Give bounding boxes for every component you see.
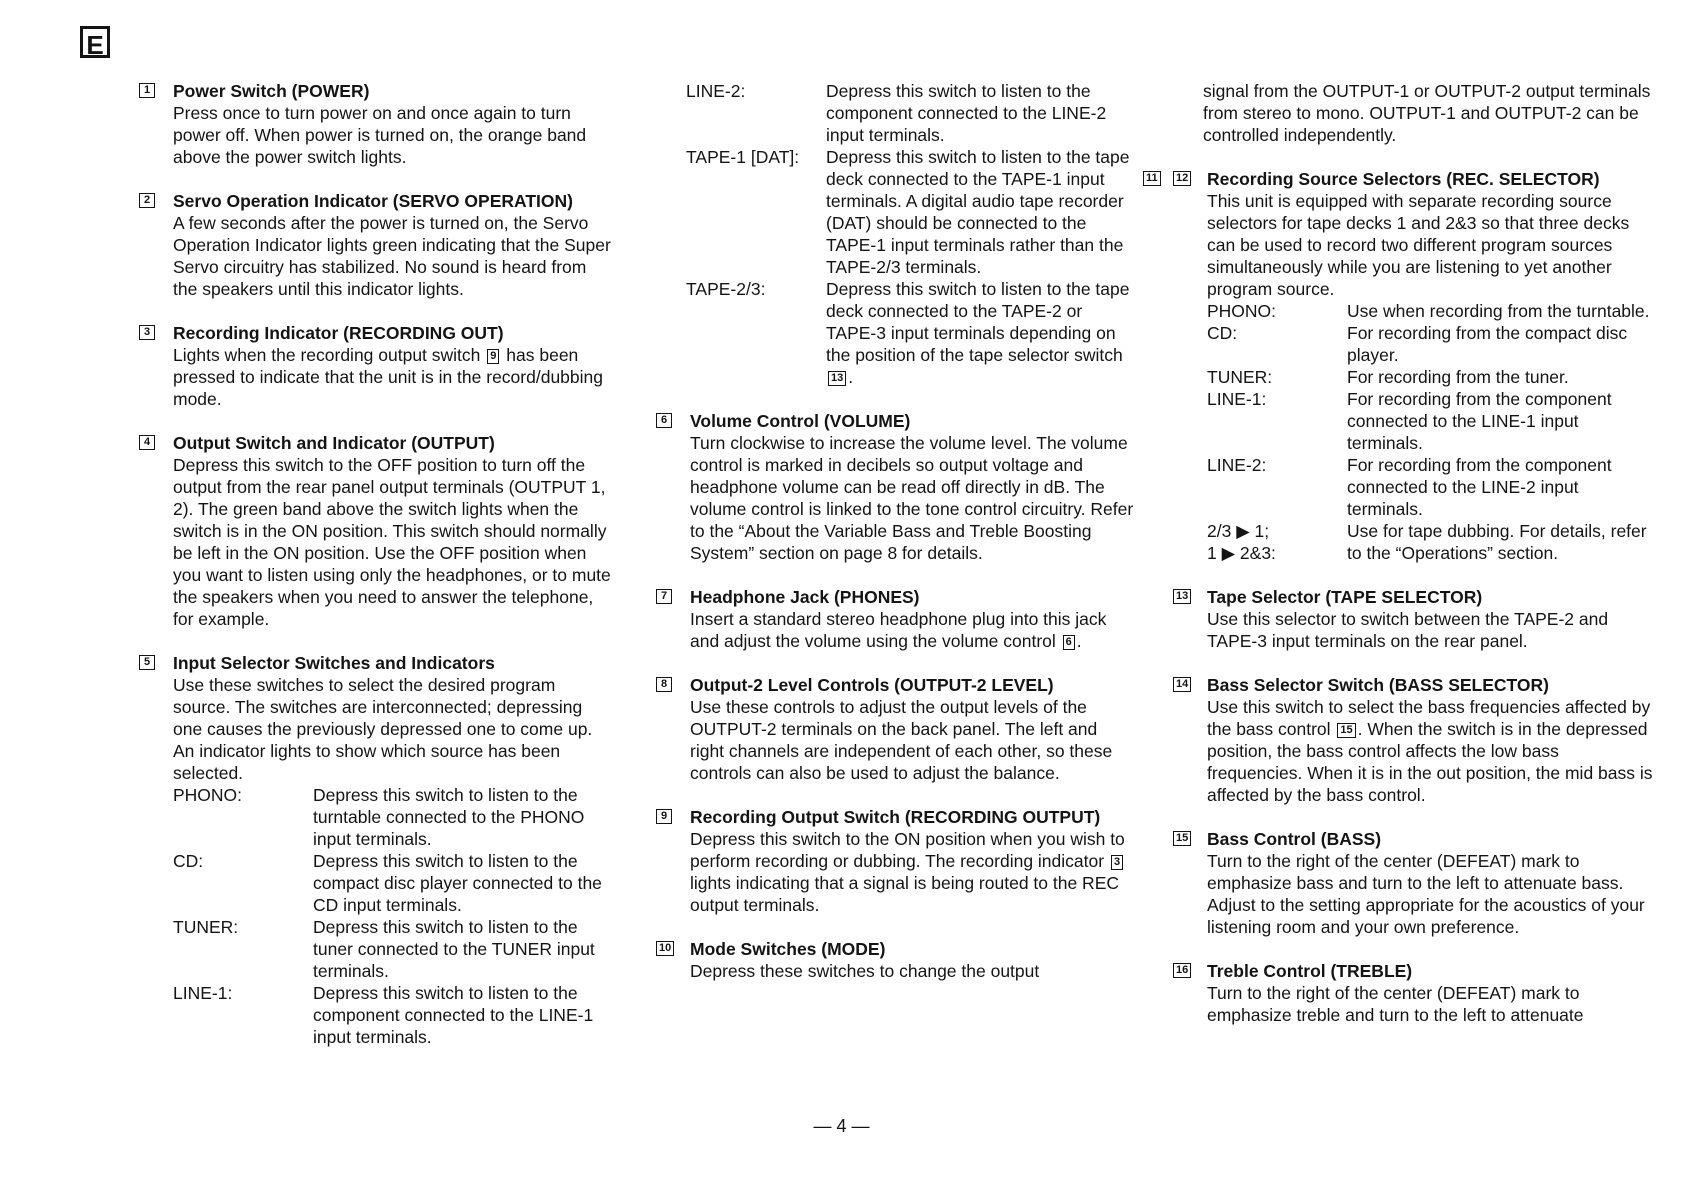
source-description: Depress this switch to listen to the component connected to the LINE-2 input terminals. (826, 81, 1107, 145)
source-label: CD: (1207, 323, 1238, 343)
item-body: signal from the OUTPUT-1 or OUTPUT-2 output terminals from stereo to mono. OUTPUT-1 and OUTPUT-2 can be controlled independently. (1203, 81, 1651, 145)
item-title: Recording Output Switch (RECORDING OUTPUT) (690, 807, 1101, 827)
body-text: lights indicating that a signal is being routed to the REC output terminals. (690, 873, 1120, 915)
item-bass-control (1173, 828, 1653, 938)
source-description: Depress this switch to listen to the tape deck connected to the TAPE-1 input terminals. A digital audio tape recorder (DAT) should be connected to the TAPE-1 input terminals rather than the TAPE-2/3 terminals. (826, 147, 1130, 277)
body-text: Depress this switch to listen to the tape deck connected to the TAPE-2 or TAPE-3 input terminals depending on the position of the tape selector switch (826, 279, 1130, 365)
item-power-switch (139, 80, 614, 168)
source-label: TUNER: (1207, 367, 1273, 387)
mode-switches-continued (1173, 80, 1653, 146)
source-description: Depress this switch to listen to the turntable connected to the PHONO input terminals. (313, 785, 585, 849)
dubbing-label: 2/3 ▶ 1; (1207, 521, 1270, 541)
source-description: For recording from the component connected to the LINE-1 input terminals. (1347, 389, 1612, 453)
item-title: Bass Selector Switch (BASS SELECTOR) (1207, 675, 1549, 695)
source-row (173, 850, 614, 916)
source-description: For recording from the tuner. (1347, 367, 1569, 387)
item-recording-indicator (139, 322, 614, 410)
item-body: Turn clockwise to increase the volume level. The volume control is marked in decibels so output voltage and headphone volume can be read off directly in dB. The volume control is linked to the tone control circuitry. Refer to the “About the Variable Bass and Treble Boosting System” section on page 8 for details. (690, 433, 1134, 563)
body-text: has been pressed to indicate that the unit is in the record/dubbing mode. (173, 345, 603, 409)
item-input-selector (139, 652, 614, 1048)
item-number: 13 (1173, 589, 1191, 604)
body-text: . (1076, 631, 1082, 651)
reference-number: 9 (487, 349, 499, 364)
item-number: 7 (656, 589, 672, 604)
input-sources-continued (656, 80, 1134, 388)
item-title: Input Selector Switches and Indicators (173, 653, 495, 673)
source-label: PHONO: (173, 785, 243, 805)
body-text: . When the switch is in the depressed position, the bass control affects the low bass frequencies. When it is in the out position, the mid bass is affected by the bass control. (1207, 719, 1653, 805)
body-text: Depress this switch to the ON position when you wish to perform recording or dubbing. The recording indicator (690, 829, 1125, 871)
column-3 (1146, 80, 1653, 1048)
column-1 (139, 80, 614, 1070)
item-recording-source-selectors (1146, 168, 1653, 564)
item-number: 14 (1173, 677, 1191, 692)
item-servo-indicator (139, 190, 614, 300)
item-volume-control (656, 410, 1134, 564)
source-label: TAPE-1 [DAT]: (686, 147, 800, 167)
body-text: Use this switch to select the bass frequencies affected by the bass control (1207, 697, 1651, 739)
source-label: LINE-1: (173, 983, 233, 1003)
item-body: Turn to the right of the center (DEFEAT) mark to emphasize treble and turn to the left to attenuate (1207, 983, 1584, 1025)
reference-number: 3 (1111, 855, 1123, 870)
item-body (1207, 696, 1653, 806)
source-row (1207, 322, 1653, 366)
page-number: — 4 — (813, 1116, 870, 1136)
item-body (173, 344, 614, 410)
source-row (173, 784, 614, 850)
item-title: Mode Switches (MODE) (690, 939, 886, 959)
source-label: LINE-2: (1207, 455, 1267, 475)
source-row (686, 80, 1134, 146)
item-number: 6 (656, 413, 672, 428)
item-body: Use these switches to select the desired program source. The switches are interconnected; depressing one causes the previously depressed one to come up. An indicator lights to show which source has been selected. (173, 675, 593, 783)
source-description: Use for tape dubbing. For details, refer to the “Operations” section. (1347, 521, 1647, 563)
item-tape-selector (1173, 586, 1653, 652)
item-number: 5 (139, 655, 155, 670)
item-number: 12 (1173, 171, 1191, 186)
item-title: Output Switch and Indicator (OUTPUT) (173, 433, 495, 453)
language-mark: E (80, 26, 110, 58)
item-number: 15 (1173, 831, 1191, 846)
item-number: 9 (656, 809, 672, 824)
reference-number: 13 (828, 371, 846, 386)
item-treble-control (1173, 960, 1653, 1026)
source-label (1207, 520, 1347, 564)
item-title: Treble Control (TREBLE) (1207, 961, 1413, 981)
body-text: Lights when the recording output switch (173, 345, 481, 365)
item-output2-level (656, 674, 1134, 784)
reference-number: 6 (1063, 635, 1075, 650)
body-text: Insert a standard stereo headphone plug into this jack and adjust the volume using the volume control (690, 609, 1107, 651)
item-title: Recording Source Selectors (REC. SELECTOR) (1207, 169, 1600, 189)
item-recording-output-switch (656, 806, 1134, 916)
source-description: For recording from the compact disc player. (1347, 323, 1628, 365)
source-description: For recording from the component connected to the LINE-2 input terminals. (1347, 455, 1612, 519)
source-row (686, 278, 1134, 388)
item-number: 11 (1143, 171, 1161, 186)
item-mode-switches (656, 938, 1134, 982)
source-row (1207, 454, 1653, 520)
item-body: This unit is equipped with separate recording source selectors for tape decks 1 and 2&3 so that three decks can be used to record two different program sources simultaneously while you are listening to yet another program source. (1207, 191, 1630, 299)
item-bass-selector (1173, 674, 1653, 806)
source-label: TUNER: (173, 917, 239, 937)
source-label: PHONO: (1207, 301, 1277, 321)
source-row (173, 982, 614, 1048)
source-label: LINE-1: (1207, 389, 1267, 409)
item-title: Output-2 Level Controls (OUTPUT-2 LEVEL) (690, 675, 1054, 695)
item-title: Power Switch (POWER) (173, 81, 370, 101)
source-description: Depress this switch to listen to the tuner connected to the TUNER input terminals. (313, 917, 595, 981)
item-title: Volume Control (VOLUME) (690, 411, 911, 431)
item-headphone-jack (656, 586, 1134, 652)
source-description: Use when recording from the turntable. (1347, 301, 1650, 321)
item-body: Depress this switch to the OFF position to turn off the output from the rear panel output terminals (OUTPUT 1, 2). The green band above the switch lights when the switch is in the ON position. This switch should normally be left in the ON position. Use the OFF position when you want to listen using only the headphones, or to mute the speakers when you need to answer the telephone, for example. (173, 455, 611, 629)
source-description: Depress this switch to listen to the compact disc player connected to the CD input terminals. (313, 851, 602, 915)
item-title: Recording Indicator (RECORDING OUT) (173, 323, 504, 343)
source-description: Depress this switch to listen to the component connected to the LINE-1 input terminals. (313, 983, 594, 1047)
source-description (826, 278, 1134, 388)
item-number: 2 (139, 193, 155, 208)
item-number: 16 (1173, 963, 1191, 978)
item-body: Use this selector to switch between the TAPE-2 and TAPE-3 input terminals on the rear panel. (1207, 609, 1609, 651)
item-number: 1 (139, 83, 155, 98)
item-output-switch (139, 432, 614, 630)
source-row (1207, 388, 1653, 454)
item-body (690, 608, 1134, 652)
source-label: CD: (173, 851, 204, 871)
body-text: . (848, 367, 854, 387)
source-row (1207, 520, 1653, 564)
reference-number: 15 (1337, 723, 1355, 738)
item-title: Headphone Jack (PHONES) (690, 587, 920, 607)
source-row (686, 146, 1134, 278)
item-body: Turn to the right of the center (DEFEAT) mark to emphasize bass and turn to the left to attenuate bass. Adjust to the setting appropriate for the acoustics of your listening room and your own preference. (1207, 851, 1645, 937)
item-number: 10 (656, 941, 674, 956)
item-title: Servo Operation Indicator (SERVO OPERATION) (173, 191, 573, 211)
item-body: Press once to turn power on and once again to turn power off. When power is turned on, the orange band above the power switch lights. (173, 103, 587, 167)
item-title: Bass Control (BASS) (1207, 829, 1382, 849)
source-label: TAPE-2/3: (686, 279, 766, 299)
source-row (173, 916, 614, 982)
item-body: A few seconds after the power is turned on, the Servo Operation Indicator lights green indicating that the Super Servo circuitry has stabilized. No sound is heard from the speakers until this indicator lights. (173, 213, 611, 299)
item-body: Use these controls to adjust the output levels of the OUTPUT-2 terminals on the back panel. The left and right channels are independent of each other, so these controls can also be used to adjust the balance. (690, 697, 1113, 783)
item-title: Tape Selector (TAPE SELECTOR) (1207, 587, 1483, 607)
item-number: 3 (139, 325, 155, 340)
dubbing-label: 1 ▶ 2&3: (1207, 543, 1276, 563)
item-body: Depress these switches to change the output (690, 961, 1040, 981)
source-row (1207, 300, 1653, 322)
item-number: 4 (139, 435, 155, 450)
column-2 (656, 80, 1134, 1004)
item-number: 8 (656, 677, 672, 692)
source-label: LINE-2: (686, 81, 746, 101)
source-row (1207, 366, 1653, 388)
item-body (690, 828, 1134, 916)
